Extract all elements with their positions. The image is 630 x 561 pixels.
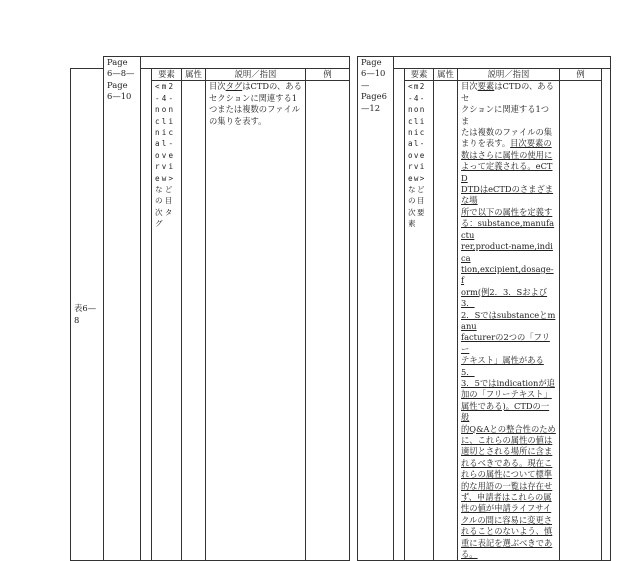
right-description-cell bbox=[458, 81, 560, 561]
right-description-line: rer,product-name,indica bbox=[461, 241, 553, 263]
right-description-line: 適切とされる場所に含ま bbox=[461, 446, 553, 457]
right-description-line: テキスト」属性がある5． bbox=[461, 355, 544, 377]
right-description-line: れることのないよう、慎 bbox=[461, 526, 553, 537]
right-description-line: 目次要素はCTDの、あるセ bbox=[461, 81, 554, 103]
right-description-line: facturerの2つの「フリー bbox=[461, 332, 550, 354]
right-attribute-cell bbox=[434, 81, 458, 561]
right-header-description: 説明／指図 bbox=[458, 69, 560, 81]
row-label: 表6—8 bbox=[71, 69, 104, 561]
left-header-attribute: 属性 bbox=[182, 69, 206, 81]
right-description-line: れらの属性について標準 bbox=[461, 469, 553, 480]
comparison-table bbox=[70, 56, 611, 561]
right-description-line: に、これらの属性の値は bbox=[461, 435, 553, 445]
left-element-cell: <m2-4-noncli nical-overvi ew>などの目次タグ bbox=[152, 81, 182, 561]
right-description-line: DTDはeCTDのさまざまな場 bbox=[461, 184, 554, 206]
right-description-line: 的な用語の一覧は存在せ bbox=[461, 480, 553, 491]
right-description-line: 的Q&Aとの整合性のため bbox=[461, 423, 556, 434]
left-header-example: 例 bbox=[306, 69, 350, 81]
right-description-line: クルの間に容易に変更さ bbox=[461, 514, 553, 525]
right-description-line: まりを表す。目次要素の bbox=[461, 138, 552, 149]
right-header-attribute: 属性 bbox=[434, 69, 458, 81]
right-description-line: 属性である)。CTDの一般 bbox=[461, 400, 550, 423]
right-description-line: る：substance,manufactu bbox=[461, 218, 555, 240]
right-description-line: 3．5ではindicationが追 bbox=[461, 377, 555, 388]
right-header-element: 要素 bbox=[405, 69, 434, 81]
right-description-line: tion,excipient,dosage-f bbox=[461, 263, 554, 286]
left-page-ref: Page 6—8— Page 6—10 bbox=[104, 57, 141, 561]
right-description-line: たは複数のファイルの集 bbox=[461, 127, 553, 138]
left-header-description: 説明／指図 bbox=[206, 69, 306, 81]
right-description-line: 2．Sではsubstanceとmanu bbox=[461, 309, 556, 331]
right-element-cell: <m2-4-noncli nical-overvi ew>などの目次要素 bbox=[405, 81, 434, 561]
right-description-line: れるべきである。現在こ bbox=[461, 457, 553, 468]
right-description-line: 所で以下の属性を定義す bbox=[461, 206, 553, 217]
right-description-line: 加の「フリーテキスト」 bbox=[461, 389, 552, 400]
right-description-line: 重に表記を選ぶべきであ bbox=[461, 537, 553, 548]
right-header-example: 例 bbox=[560, 69, 602, 81]
right-description-line: クションに関連する1つま bbox=[461, 104, 550, 126]
right-description-line: る。 bbox=[461, 549, 478, 560]
right-description-line: 数はさらに属性の使用に bbox=[461, 149, 553, 160]
left-example-cell bbox=[306, 81, 350, 561]
right-description-line: 性の値が申請ライフサイ bbox=[461, 503, 552, 514]
right-description-line: よって定義される。eCTD bbox=[461, 161, 553, 183]
right-description-line: ず、申請者はこれらの属 bbox=[461, 492, 552, 503]
right-page-ref: Page 6—10 — Page6 —12 bbox=[358, 57, 394, 561]
right-description-line: orm(例2．3．Sおよび3． bbox=[461, 286, 548, 309]
left-attribute-cell bbox=[182, 81, 206, 561]
left-description-cell: 目次タグはCTDの、あるセクションに関連する1つまたは複数のファイルの集りを表す。 bbox=[206, 81, 306, 561]
left-header-element: 要素 bbox=[152, 69, 182, 81]
right-example-cell bbox=[560, 81, 602, 561]
